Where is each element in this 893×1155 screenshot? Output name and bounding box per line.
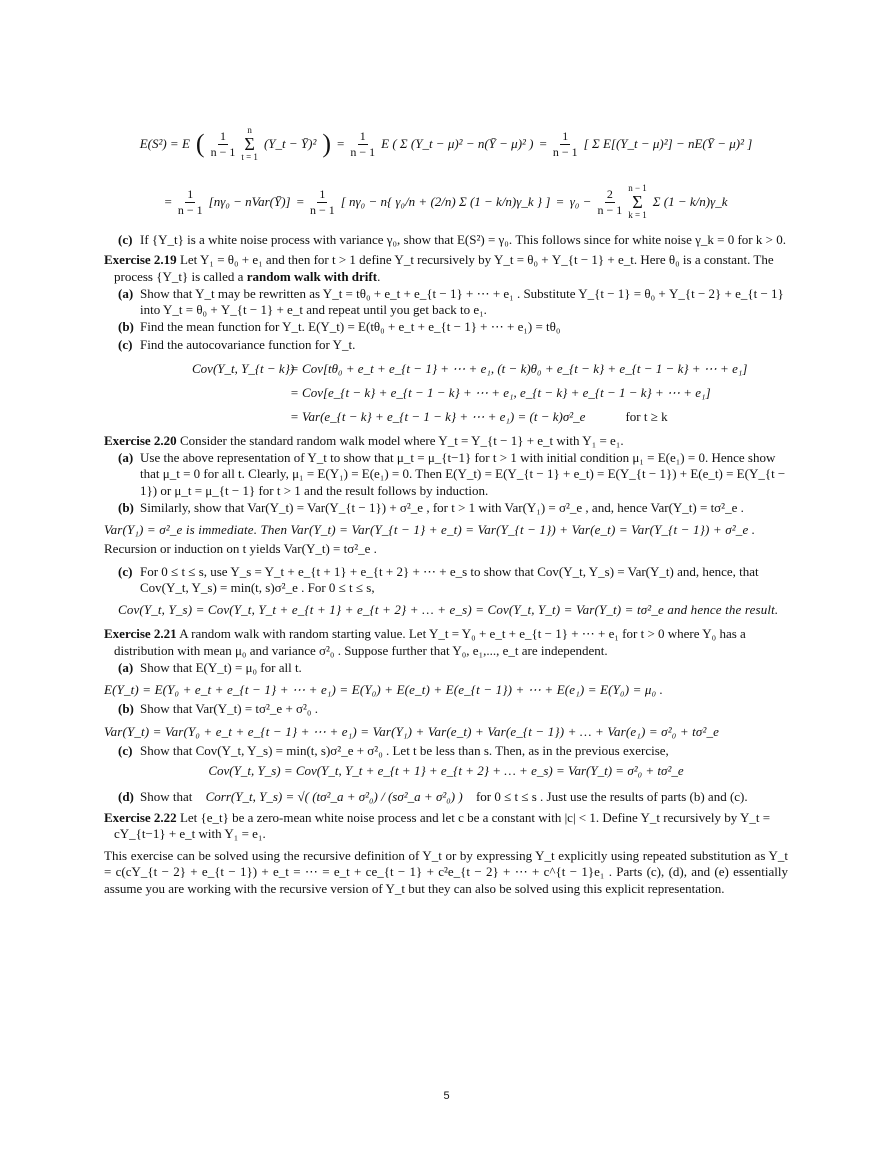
exercise-heading: Exercise 2.22 xyxy=(104,809,177,825)
part-text: Show that Cov(Y_t, Y_s) = min(t, s)σ²_e + σ²₀ . Let t be less than s. Then, as in the previous exercise, xyxy=(140,742,669,758)
period: . xyxy=(377,268,381,284)
part-text: If {Y_t} is a white noise process with variance γ₀, show that E(S²) = γ₀. This follows since for white noise γ_k = 0 for k > 0. xyxy=(140,232,786,247)
derivation-row xyxy=(192,381,788,405)
part-text: For 0 ≤ t ≤ s, use Y_s = Y_t + e_{t + 1} + e_{t + 2} + ⋯ + e_s to show that Cov(Y_t, Y_s) = Var(Y_t) and, hence, that Cov(Y_t, Y_s) = min(t, s)σ²_e . For 0 ≤ t ≤ s, xyxy=(140,563,759,595)
part-label: (d) xyxy=(118,789,134,805)
eq1-lhs: E(S²) = E xyxy=(139,135,190,151)
eq2-term1-body: [nγ₀ − nVar(Ȳ)] xyxy=(208,193,291,209)
eq1-term2-body: E ( Σ (Y_t − μ)² − n(Ȳ − μ)² ) xyxy=(381,135,534,151)
bold-term: random walk with drift xyxy=(246,268,378,284)
part-label: (b) xyxy=(118,499,134,515)
worked-solution: Var(Y₁) = σ²_e is immediate. Then Var(Y_t) = Var(Y_{t − 1} + e_t) = Var(Y_{t − 1}) + Var(e_t) = Var(Y_{t − 1}) + σ²_e . xyxy=(104,522,756,537)
eq1-term3-body: [ Σ E[(Y_t − μ)²] − nE(Ȳ − μ)² ] xyxy=(583,135,753,151)
equals-sign: = xyxy=(556,193,564,209)
part-label: (c) xyxy=(118,336,133,352)
part-text-lead: Show that xyxy=(140,789,193,805)
exercise-intro xyxy=(104,810,788,843)
exercise-intro xyxy=(104,252,788,285)
part-text: Show that Y_t may be rewritten as Y_t = tθ₀ + e_t + e_{t − 1} + ⋯ + e₁ . Substitute Y_{t − 1} = θ₀ + Y_{t − 2} + e_{t − 1} into Y_t = θ₀ + Y_{t − 1} + e_t and repeat until you get back to e₁. xyxy=(140,285,784,317)
part-label: (b) xyxy=(118,319,134,335)
equals-sign: = xyxy=(164,193,172,209)
part-b xyxy=(104,319,788,335)
eq2-fraction-1: $\frac{1}{n - 1}$ xyxy=(177,186,203,217)
equals-sign: = xyxy=(337,135,345,151)
exercise-intro-text: Consider the standard random walk model where Y_t = Y_{t − 1} + e_t with Y₁ = e₁. xyxy=(179,432,624,448)
exercise-intro xyxy=(104,626,788,659)
eq1-term1-body: (Y_t − Ȳ)² xyxy=(263,135,317,151)
page-content xyxy=(104,115,788,897)
derivation-row xyxy=(192,405,788,429)
part-text: Show that Var(Y_t) = tσ²_e + σ²₀ . xyxy=(140,701,318,717)
part-label: (b) xyxy=(118,701,134,717)
equation-expectation-s2-continued xyxy=(104,173,788,231)
worked-solution: Cov(Y_t, Y_s) = Cov(Y_t, Y_t + e_{t + 1} + e_{t + 2} + … + e_s) = Cov(Y_t, Y_t) = Var(Y_t) = tσ²_e and hence the result. xyxy=(118,602,779,617)
autocovariance-derivation xyxy=(104,357,788,429)
part-label: (c) xyxy=(118,742,133,758)
part-text: Find the autocovariance function for Y_t. xyxy=(140,336,356,352)
part-text xyxy=(140,789,788,805)
part-d xyxy=(104,789,788,805)
part-label: (a) xyxy=(118,285,134,301)
exercise-2-22 xyxy=(104,810,788,897)
part-label: (a) xyxy=(118,450,134,465)
exercise-intro-text: Let {e_t} be a zero-mean white noise process and let c be a constant with |c| < 1. Define Y_t recursively by Y_t = cY_{t−1} + e_t with Y₁ = e₁. xyxy=(114,809,771,841)
exercise-heading: Exercise 2.21 xyxy=(104,626,177,642)
part-label: (a) xyxy=(118,659,134,675)
equation-expectation-s2 xyxy=(104,115,788,173)
worked-solution: Var(Y_t) = Var(Y₀ + e_t + e_{t − 1} + ⋯ + e₁) = Var(Y₁) + Var(e_t) + Var(e_{t − 1}) + … + Var(e₁) = σ²₀ + tσ²_e xyxy=(104,723,720,739)
exercise-2-21 xyxy=(104,626,788,805)
exercise-intro-text: Let Y₁ = θ₀ + e₁ and then for t > 1 define Y_t recursively by Y_t = θ₀ + Y_{t − 1} + e_t. Here θ₀ is a constant. The process {Y_t} is called a xyxy=(114,252,774,284)
part-a xyxy=(104,450,788,499)
part-text: Find the mean function for Y_t. E(Y_t) = E(tθ₀ + e_t + e_{t − 1} + ⋯ + e₁) = tθ₀ xyxy=(140,319,561,335)
equals-sign: = xyxy=(539,135,547,151)
derivation-lhs: Cov(Y_t, Y_{t − k}) xyxy=(192,360,295,376)
part-c xyxy=(104,743,788,759)
part-text: Show that E(Y_t) = μ₀ for all t. xyxy=(140,659,302,675)
derivation-row xyxy=(192,357,788,381)
exercise-intro-text: A random walk with random starting value. Let Y_t = Y₀ + e_t + e_{t − 1} + ⋯ + e₁ for t > 0 where Y₀ has a distribution with mean μ₀ and variance σ²₀ . Suppose further that Y₀, e₁,..., e_t are independent. xyxy=(114,626,746,658)
eq2-term3-tail: Σ (1 − k/n)γ_k xyxy=(652,193,728,209)
part-label: (c) xyxy=(118,563,133,579)
part-c xyxy=(104,337,788,353)
sum-symbol: n − 1 Σ k = 1 xyxy=(628,183,647,220)
right-paren: ) xyxy=(322,128,332,158)
equals-sign: = xyxy=(296,193,304,209)
eq2-fraction-3: $\frac{2}{n - 1}$ xyxy=(597,186,623,217)
derivation-rhs: = Cov[e_{t − k} + e_{t − 1 − k} + ⋯ + e₁, e_{t − k} + e_{t − 1 − k} + ⋯ + e₁] xyxy=(290,384,711,400)
worked-solution: E(Y_t) = E(Y₀ + e_t + e_{t − 1} + ⋯ + e₁) = E(Y₀) + E(e_t) + E(e_{t − 1}) + ⋯ + E(e₁) = E(Y₀) = μ₀ . xyxy=(104,682,664,697)
part-b xyxy=(104,701,788,717)
part-text: Similarly, show that Var(Y_t) = Var(Y_{t − 1}) + σ²_e , for t > 1 with Var(Y₁) = σ²_e , and, hence Var(Y_t) = tσ²_e . xyxy=(140,499,744,515)
sum-symbol: n Σ t = 1 xyxy=(241,125,258,162)
left-paren: ( xyxy=(195,128,205,158)
part-a xyxy=(104,660,788,676)
eq1-fraction-2: $\frac{1}{n - 1}$ xyxy=(350,128,376,159)
exercise-2-20 xyxy=(104,433,788,619)
exercise-heading: Exercise 2.20 xyxy=(104,432,177,448)
eq2-fraction-2: $\frac{1}{n - 1}$ xyxy=(309,186,335,217)
part-a xyxy=(104,286,788,319)
derivation-rhs: = Var(e_{t − k} + e_{t − 1 − k} + ⋯ + e₁) = (t − k)σ²_e xyxy=(290,408,586,424)
derivation-condition: for t ≥ k xyxy=(625,408,668,424)
explanatory-paragraph: This exercise can be solved using the recursive definition of Y_t or by expressing Y_t explicitly using repeated substitution as Y_t = c(cY_{t − 2} + e_{t − 1}) + e_t = ⋯ = e_t + ce_{t − 1} + c²e_{t − 2} + ⋯ + c^{t − 1}e₁ . Parts (c), (d), and (e) essentially assume you are working with the recursive version of Y_t but they can also be solved using this explicit representation. xyxy=(104,848,788,896)
page-number: 5 xyxy=(443,1090,450,1102)
eq2-term2-body: [ nγ₀ − n{ γ₀/n + (2/n) Σ (1 − k/n)γ_k } ] xyxy=(340,193,551,209)
part-c-white-noise xyxy=(104,232,788,248)
part-c xyxy=(104,564,788,597)
correlation-formula: Corr(Y_t, Y_s) = √( (tσ²_a + σ²₀) / (sσ²_a + σ²₀) ) xyxy=(205,789,463,805)
part-text: Use the above representation of Y_t to show that μ_t = μ_{t−1} for t > 1 with initial condition μ₁ = E(e₁) = 0. Hence show that μ_t = 0 for all t. Clearly, μ₁ = E(Y₁) = E(e₁) = 0. Then E(Y_t) = E(Y_{t − 1} + e_t) = E(Y_{t − 1}) + E(e_t) = E(Y_{t − 1}) or μ_t = μ_{t − 1} for t > 1 and the result follows by induction. xyxy=(140,450,786,498)
part-text-tail: for 0 ≤ t ≤ s . Just use the results of parts (b) and (c). xyxy=(475,789,748,805)
exercise-2-19 xyxy=(104,252,788,429)
eq1-fraction-1: $\frac{1}{n - 1}$ xyxy=(210,128,236,159)
part-label: (c) xyxy=(118,232,133,247)
worked-solution: Recursion or induction on t yields Var(Y_t) = tσ²_e . xyxy=(104,541,377,557)
eq1-fraction-3: $\frac{1}{n - 1}$ xyxy=(552,128,578,159)
exercise-heading: Exercise 2.19 xyxy=(104,252,177,268)
eq2-term3-body: γ₀ − xyxy=(569,193,592,209)
worked-solution: Cov(Y_t, Y_s) = Cov(Y_t, Y_t + e_{t + 1} + e_{t + 2} + … + e_s) = Var(Y_t) = σ²₀ + tσ²_e xyxy=(208,763,684,778)
derivation-rhs: = Cov[tθ₀ + e_t + e_{t − 1} + ⋯ + e₁, (t − k)θ₀ + e_{t − k} + e_{t − 1 − k} + ⋯ + e₁] xyxy=(290,360,748,376)
part-b xyxy=(104,500,788,516)
exercise-intro xyxy=(104,433,788,449)
